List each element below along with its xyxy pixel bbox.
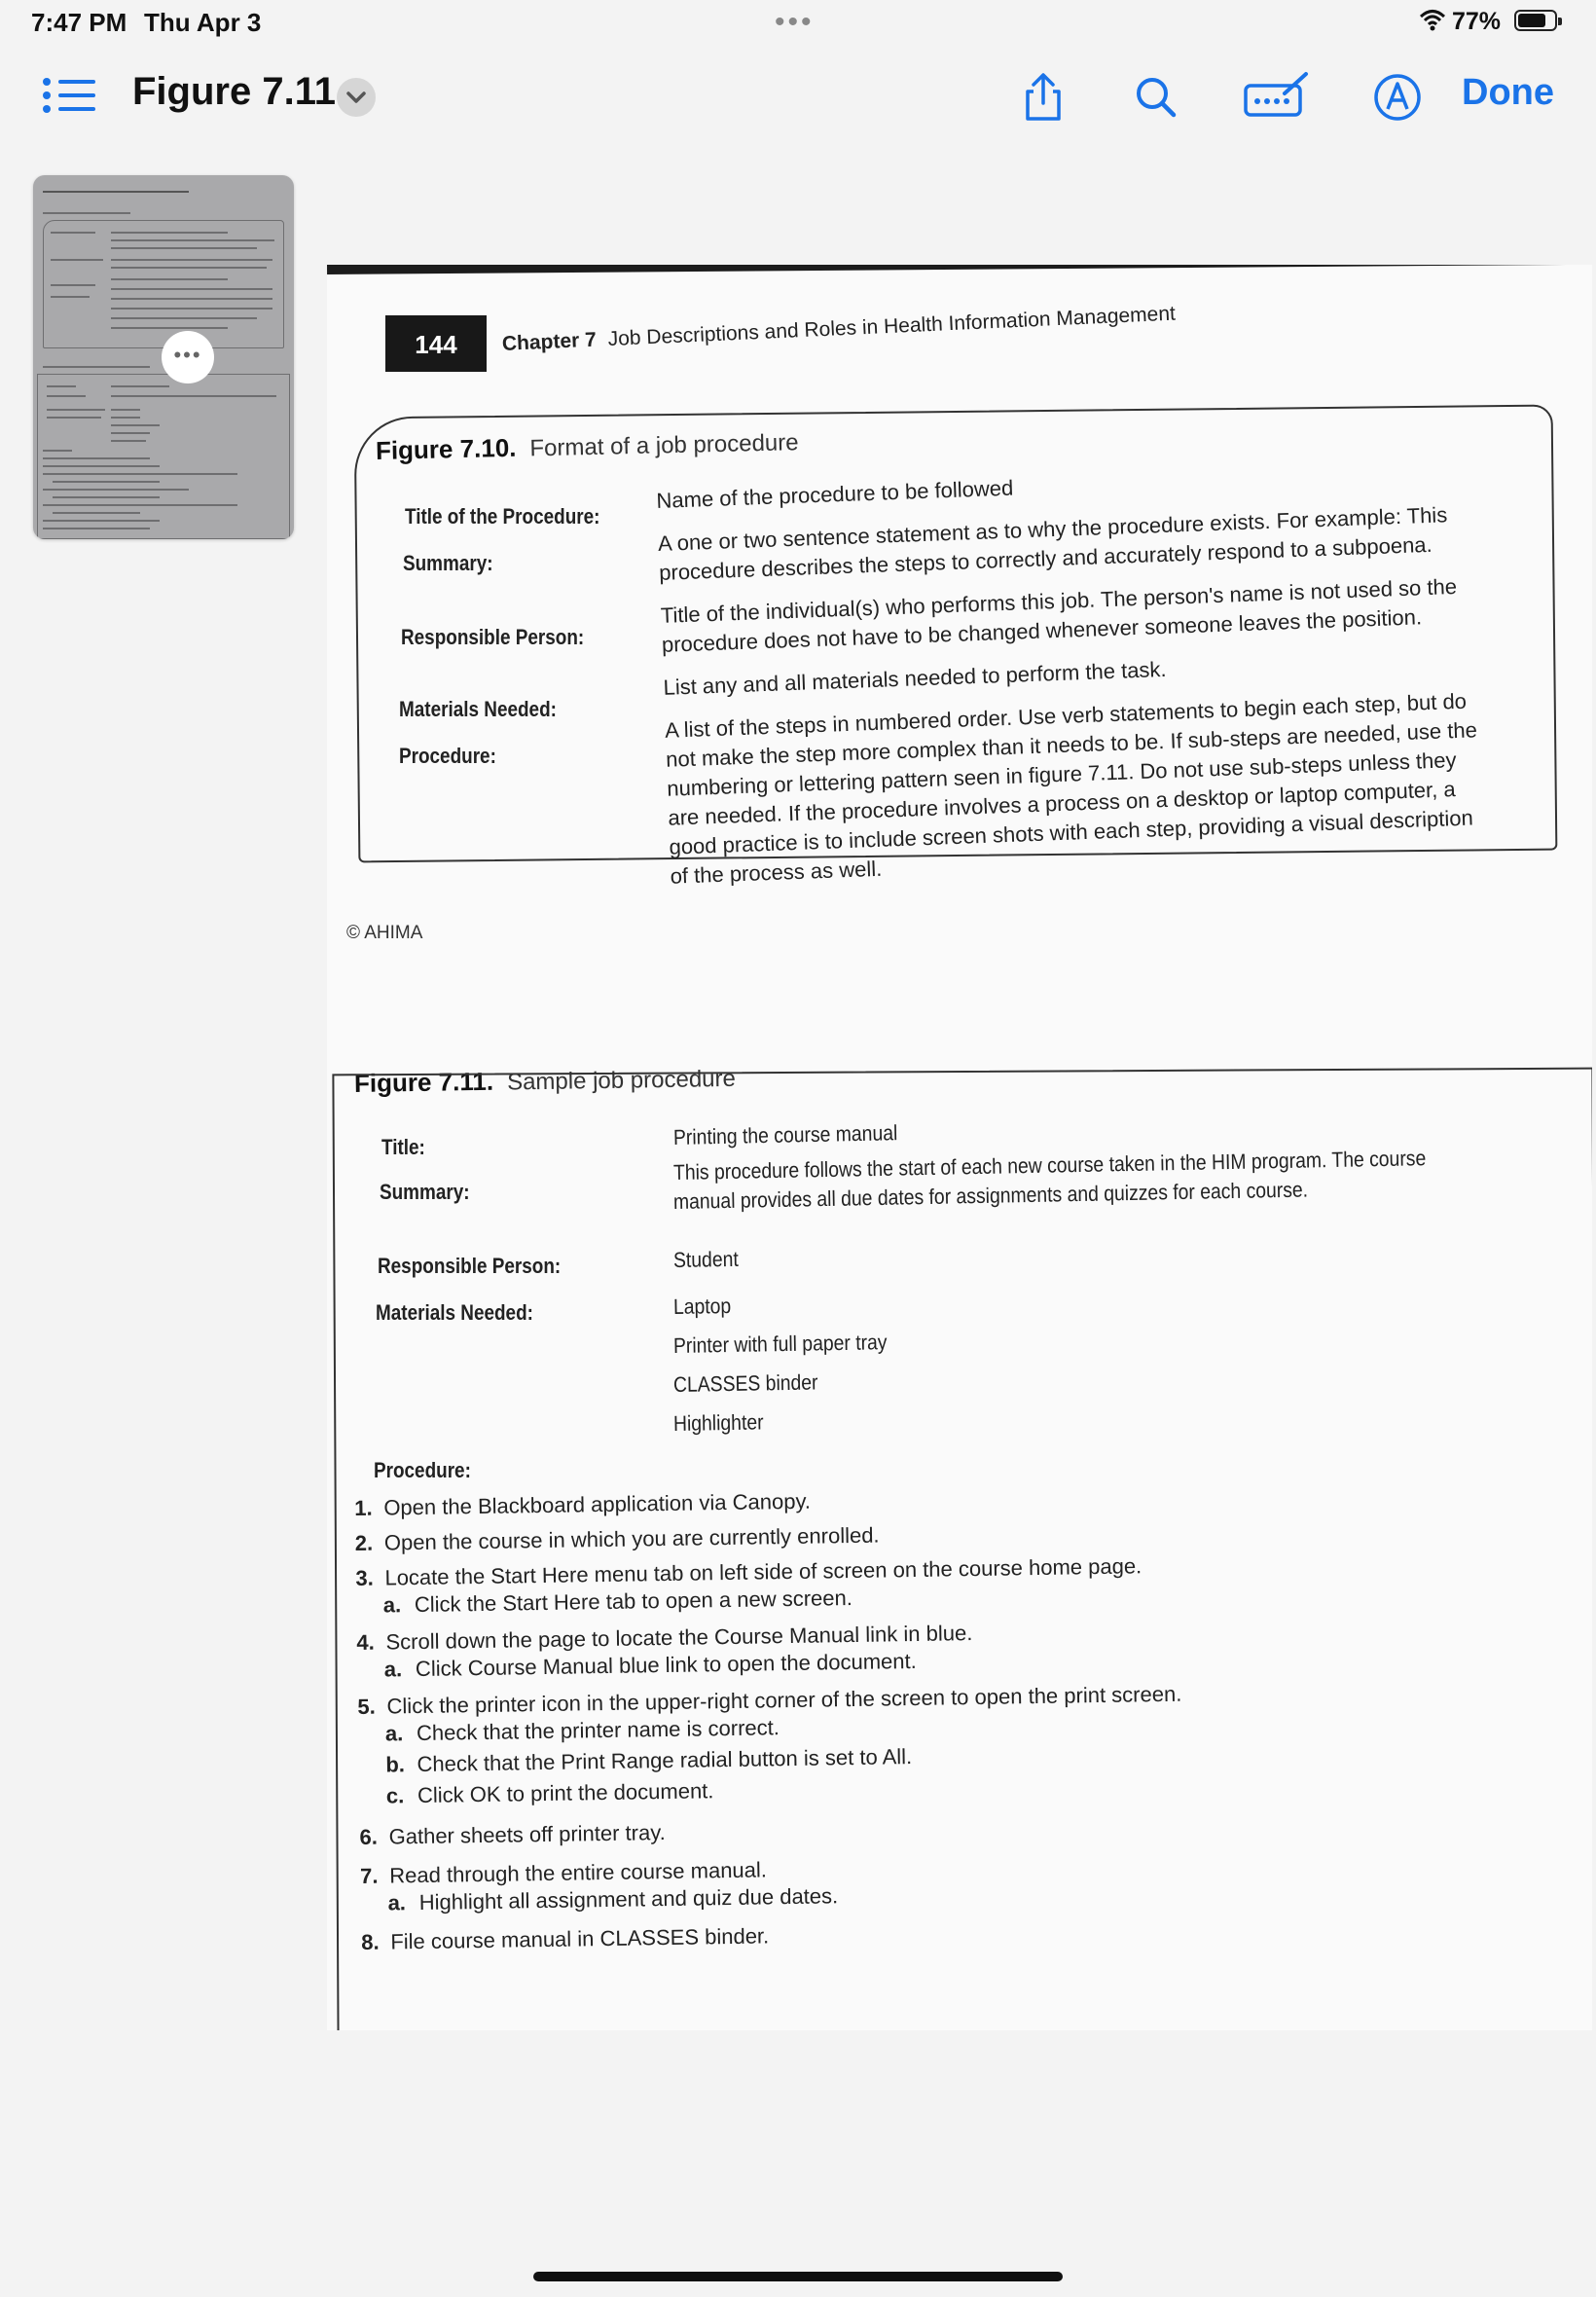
step-7: 7. Read through the entire course manual.	[359, 1857, 768, 1888]
search-icon[interactable]	[1129, 70, 1183, 125]
value-materials: List any and all materials needed to perform the task.	[663, 656, 1167, 700]
list-icon[interactable]	[43, 74, 95, 117]
toolbar	[0, 56, 1596, 134]
step-5: 5. Click the printer icon in the upper-right corner of the screen to open the print screen.	[357, 1681, 1182, 1719]
material-item: CLASSES binder	[672, 1369, 818, 1397]
label-summary: Summary:	[403, 551, 493, 575]
step-2: 2. Open the course in which you are currently enrolled.	[354, 1522, 880, 1555]
substep-4a: a. Click Course Manual blue link to open the document.	[383, 1648, 917, 1682]
page-number: 144	[385, 315, 487, 372]
chevron-down-icon[interactable]	[337, 78, 376, 117]
step-8: 8. File course manual in CLASSES binder.	[361, 1923, 770, 1954]
running-header: Chapter 7 Job Descriptions and Roles in Health Information Management	[501, 302, 1177, 355]
figure-710-caption: Figure 7.10. Format of a job procedure	[375, 429, 799, 465]
value-summary: A one or two sentence statement as to why the procedure exists. For example: This procedure describes the steps to correctly and accurately respond to a subpoena.	[657, 502, 1448, 585]
substep-5c: c. Click OK to print the document.	[385, 1778, 714, 1808]
step-3: 3. Locate the Start Here menu tab on left side of screen on the course home page.	[355, 1553, 1143, 1590]
page-thumbnail[interactable]	[33, 175, 294, 539]
markup-icon[interactable]	[1242, 70, 1312, 125]
substep-3a: a. Click the Start Here tab to open a new screen.	[382, 1585, 853, 1618]
share-icon[interactable]	[1016, 70, 1070, 125]
value-title: Name of the procedure to be followed	[656, 475, 1014, 513]
battery-icon	[1514, 10, 1557, 31]
label-summary: Summary:	[380, 1180, 470, 1204]
material-item: Printer with full paper tray	[672, 1330, 888, 1358]
label-responsible-person: Responsible Person:	[378, 1254, 562, 1278]
label-title-of-procedure: Title of the Procedure:	[405, 504, 600, 529]
label-responsible-person: Responsible Person:	[401, 625, 585, 649]
substep-5b: b. Check that the Print Range radial button is set to All.	[385, 1744, 913, 1777]
value-summary-line2: manual provides all due dates for assignments and quizzes for each course.	[672, 1177, 1309, 1214]
home-indicator[interactable]	[533, 2272, 1063, 2281]
annotate-icon[interactable]	[1370, 70, 1425, 125]
document-title[interactable]: Figure 7.11	[132, 70, 336, 113]
status-bar	[0, 0, 1596, 47]
done-button[interactable]: Done	[1462, 72, 1554, 113]
figure-710-values	[656, 456, 1488, 904]
ellipsis-icon[interactable]: •••	[162, 331, 214, 383]
substep-7a: a. Highlight all assignment and quiz due dates.	[387, 1883, 839, 1915]
step-4: 4. Scroll down the page to locate the Course Manual link in blue.	[356, 1621, 973, 1655]
status-date: Thu Apr 3	[144, 8, 262, 37]
value-title: Printing the course manual	[672, 1120, 898, 1149]
procedure-steps	[354, 1477, 1529, 1956]
value-procedure: A list of the steps in numbered order. Use verb statements to begin each step, but do not make the step more complex than it needs to be. If sub-steps are needed, use the numbering or lettering pattern seen in figure 7.11. Do not use sub-steps unless they are needed. If the procedure involves a process on a desktop or laptop computer, a good practice is to include screen shots with each step, providing a visual description of the process as well.	[664, 688, 1478, 889]
label-procedure: Procedure:	[399, 744, 496, 768]
substep-5a: a. Check that the printer name is correct.	[384, 1715, 780, 1746]
wifi-icon	[1419, 8, 1446, 31]
value-responsible-person: Title of the individual(s) who performs this job. The person's name is not used so the procedure does not have to be changed whenever someone leaves the position.	[660, 573, 1458, 657]
document-page	[327, 265, 1592, 2030]
label-title: Title:	[381, 1135, 425, 1159]
step-1: 1. Open the Blackboard application via Canopy.	[354, 1488, 812, 1520]
figure-711-caption: Figure 7.11. Sample job procedure	[353, 1065, 737, 1098]
value-summary-line1: This procedure follows the start of each new course taken in the HIM program. The course	[672, 1146, 1427, 1185]
material-item: Laptop	[672, 1293, 732, 1319]
label-materials-needed: Materials Needed:	[399, 697, 557, 721]
label-materials-needed: Materials Needed:	[376, 1300, 533, 1325]
ahima-credit: © AHIMA	[346, 923, 423, 943]
status-time: 7:47 PM	[31, 8, 127, 37]
value-responsible-person: Student	[672, 1246, 739, 1272]
battery-percent: 77%	[1452, 8, 1502, 35]
multitasking-dots[interactable]: •••	[775, 6, 815, 38]
step-6: 6. Gather sheets off printer tray.	[359, 1820, 666, 1849]
material-item: Highlighter	[672, 1409, 764, 1436]
label-procedure: Procedure:	[374, 1458, 471, 1482]
